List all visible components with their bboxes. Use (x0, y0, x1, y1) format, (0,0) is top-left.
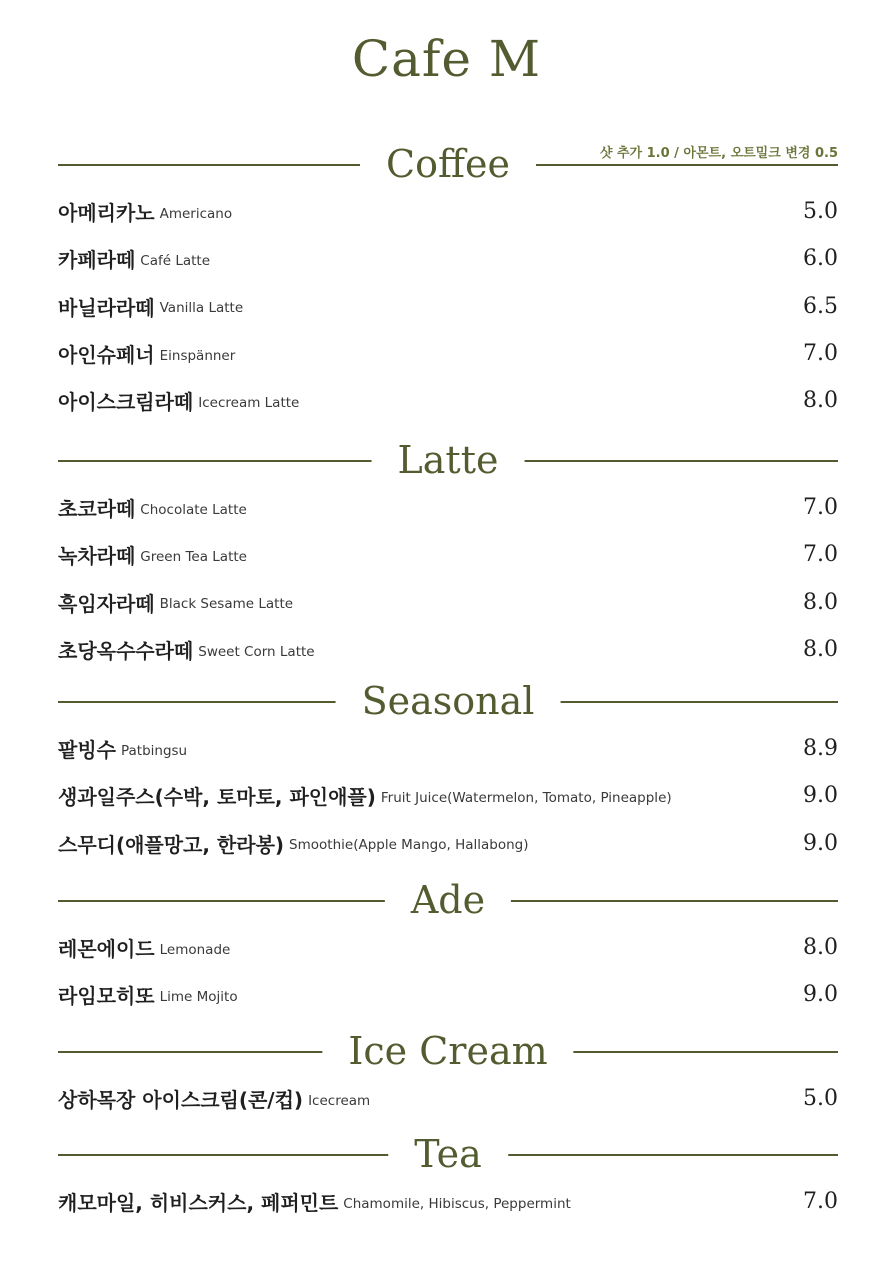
menu-item (58, 1075, 838, 1122)
item-name-en: Café Latte (140, 252, 211, 269)
item-price: 8.9 (803, 736, 838, 762)
menu-item (58, 772, 838, 819)
section-coffee (58, 140, 838, 424)
item-name-ko: 바닐라라떼 (58, 295, 155, 320)
item-price: 8.0 (803, 388, 838, 414)
menu-item (58, 283, 838, 330)
item-name-en: Lemonade (159, 941, 231, 958)
section-header (58, 436, 838, 484)
item-price: 8.0 (803, 935, 838, 961)
item-name-en: Americano (159, 205, 233, 222)
item-price: 9.0 (803, 982, 838, 1008)
menu-title: Cafe M (351, 30, 542, 88)
item-price: 9.0 (803, 783, 838, 809)
section-seasonal (58, 677, 838, 867)
section-ice-cream (58, 1027, 838, 1122)
item-price: 7.0 (803, 495, 838, 521)
section-header (58, 876, 838, 924)
section-title: Coffee (360, 140, 536, 188)
section-header (58, 1130, 838, 1178)
section-header (58, 677, 838, 725)
menu-item (58, 924, 838, 971)
item-name-en: Fruit Juice(Watermelon, Tomato, Pineapple) (380, 789, 672, 806)
item-price: 5.0 (803, 199, 838, 225)
menu-item (58, 484, 838, 531)
menu-item (58, 579, 838, 626)
menu-item (58, 1178, 838, 1225)
section-title: Ade (385, 876, 511, 924)
item-price: 6.0 (803, 246, 838, 272)
item-price: 7.0 (803, 542, 838, 568)
menu-item (58, 971, 838, 1018)
section-title: Ice Cream (322, 1027, 573, 1075)
item-name-en: Patbingsu (120, 742, 188, 759)
item-name-ko: 라임모히또 (58, 984, 155, 1009)
menu-item (58, 235, 838, 282)
item-name-ko: 레몬에이드 (58, 937, 155, 962)
item-name-ko: 스무디(애플망고, 한라봉) (58, 832, 285, 857)
section-note: 샷 추가 1.0 / 아몬트, 오트밀크 변경 0.5 (592, 142, 838, 161)
item-name-en: Icecream Latte (198, 394, 300, 411)
item-name-ko: 초당옥수수라떼 (58, 639, 194, 664)
item-price: 8.0 (803, 589, 838, 615)
item-name-ko: 생과일주스(수박, 토마토, 파인애플) (58, 785, 376, 810)
item-name-en: Chamomile, Hibiscus, Peppermint (343, 1195, 571, 1212)
section-title: Latte (372, 436, 525, 484)
item-name-en: Sweet Corn Latte (198, 643, 315, 660)
item-price: 8.0 (803, 637, 838, 663)
section-latte (58, 436, 838, 673)
menu-item (58, 820, 838, 867)
section-title: Tea (388, 1130, 508, 1178)
section-tea (58, 1130, 838, 1225)
item-name-en: Chocolate Latte (140, 501, 247, 518)
item-price: 7.0 (803, 1189, 838, 1215)
item-name-ko: 아인슈페너 (58, 343, 155, 368)
section-header (58, 140, 838, 188)
item-name-en: Black Sesame Latte (159, 596, 294, 613)
item-name-ko: 카페라떼 (58, 248, 136, 273)
section-header (58, 1027, 838, 1075)
item-name-en: Vanilla Latte (159, 300, 244, 317)
item-name-en: Smoothie(Apple Mango, Hallabong) (289, 837, 529, 854)
menu-item (58, 531, 838, 578)
item-name-en: Green Tea Latte (140, 548, 247, 565)
menu-item (58, 377, 838, 424)
item-name-en: Icecream (308, 1092, 371, 1109)
item-name-ko: 흑임자라떼 (58, 591, 155, 616)
item-name-ko: 상하목장 아이스크림(콘/컵) (58, 1088, 304, 1113)
section-ade (58, 876, 838, 1019)
item-name-en: Einspänner (159, 347, 236, 364)
menu-item (58, 188, 838, 235)
item-name-en: Lime Mojito (159, 988, 238, 1005)
item-name-ko: 아메리카노 (58, 201, 155, 226)
menu-item (58, 626, 838, 673)
menu-item (58, 330, 838, 377)
item-name-ko: 캐모마일, 히비스커스, 페퍼민트 (58, 1191, 339, 1216)
item-price: 7.0 (803, 341, 838, 367)
section-title: Seasonal (336, 677, 561, 725)
item-price: 5.0 (803, 1086, 838, 1112)
item-price: 9.0 (803, 830, 838, 856)
item-name-ko: 녹차라떼 (58, 544, 136, 569)
item-name-ko: 초코라떼 (58, 497, 136, 522)
item-price: 6.5 (803, 293, 838, 319)
item-name-ko: 아이스크림라떼 (58, 390, 194, 415)
item-name-ko: 팥빙수 (58, 738, 116, 763)
menu-item (58, 725, 838, 772)
